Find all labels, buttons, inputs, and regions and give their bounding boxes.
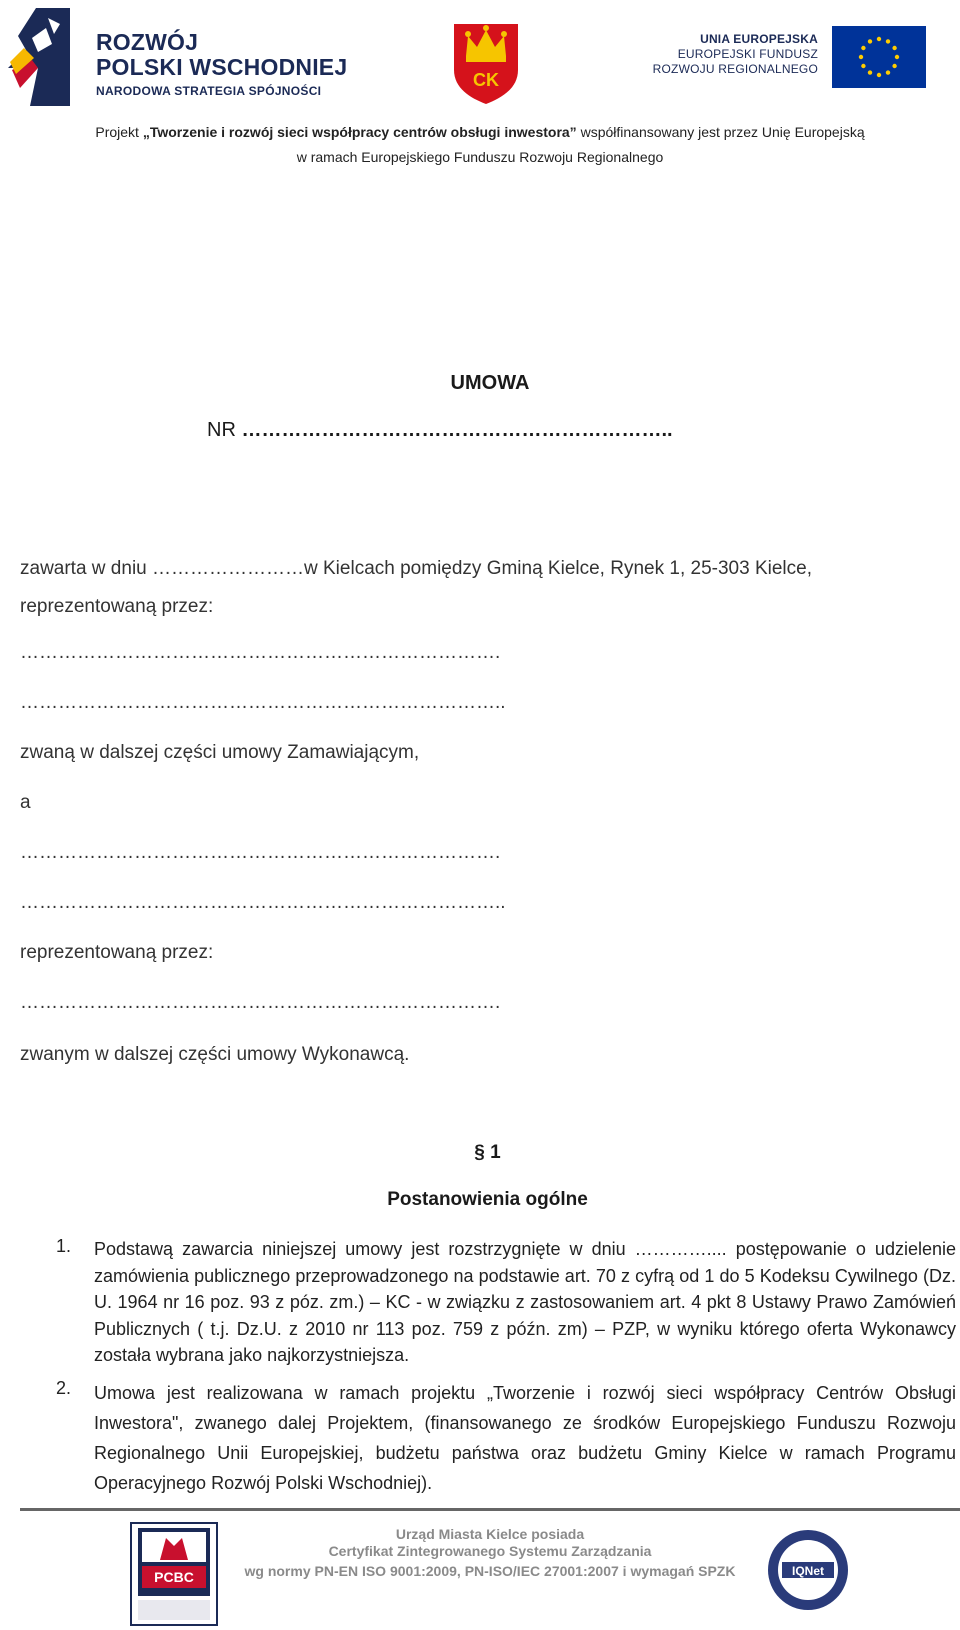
clause-number: 1. (56, 1236, 72, 1256)
certification-line-1: Urząd Miasta Kielce posiada (395, 1526, 585, 1542)
represented-by-label-2: reprezentowaną przez: (20, 942, 214, 963)
project-name: „Tworzenie i rozwój sieci współpracy centrów obsługi inwestora” (142, 124, 577, 140)
eu-flag-icon (832, 26, 926, 88)
eu-line3: ROZWOJU REGIONALNEGO (652, 62, 818, 76)
certification-note (230, 1526, 750, 1582)
iqnet-text: IQNet (791, 1564, 825, 1578)
clause-text: Podstawą zawarcia niniejszej umowy jest rozstrzygnięte w dniu ………….... postępowanie o udzielenie zamówienia publicznego przeprowadzonego na podstawie art. 70 z cyfrą od 1 do 5 Kodeksu Cywilnego (Dz. U. 1964 nr 16 poz. 93 z póz. zm.) – KC - w związku z zastosowaniem art. 4 pkt 8 Ustawy Prawo Zamówień Publicznych ( t.j. Dz.U. z 2010 nr 113 poz. 759 z późn. zm) – PZP, w wyniku którego oferta Wykonawcy została wybrana jako najkorzystniejsza. (94, 1239, 956, 1365)
rozwoj-polski-wschodniej-logo-text (96, 30, 347, 98)
section-title: Postanowienia ogólne (387, 1189, 588, 1210)
document-title: UMOWA (450, 372, 530, 394)
eu-line2: EUROPEJSKI FUNDUSZ (677, 47, 818, 61)
certification-line-2: Certyfikat Zintegrowanego Systemu Zarządzania (328, 1543, 652, 1559)
contract-number (207, 419, 673, 442)
clause-number: 2. (56, 1378, 72, 1398)
project-cofinancing-note (0, 120, 960, 170)
eu-logo-text (650, 32, 818, 77)
conjunction-a: a (20, 792, 31, 813)
pcbc-certificate-logo (130, 1522, 218, 1626)
footer-divider (20, 1508, 960, 1511)
rozwoj-polski-wschodniej-logo-mark (8, 8, 70, 106)
represented-by-label-1: reprezentowaną przez: (20, 596, 214, 617)
rpw-title-line2: POLSKI WSCHODNIEJ (96, 54, 348, 80)
pcbc-text: PCBC (154, 1569, 194, 1585)
section-paragraph-mark: § 1 (474, 1142, 501, 1163)
blank-line-2: ………………………………………………………………….. (20, 692, 506, 713)
blank-line-3: …………………………………………………………………. (20, 842, 501, 863)
crest-ck-text: CK (473, 70, 499, 90)
project-suffix: współfinansowany jest przez Unię Europejską (576, 124, 865, 140)
kielce-crest-logo (450, 20, 522, 104)
rpw-subtitle: NARODOWA STRATEGIA SPÓJNOŚCI (96, 84, 322, 98)
project-line-1 (0, 120, 960, 145)
blank-line-4: ………………………………………………………………….. (20, 892, 506, 913)
eu-line1: UNIA EUROPEJSKA (700, 32, 818, 46)
blank-line-5: …………………………………………………………………. (20, 992, 501, 1013)
contract-date-line: zawarta w dniu ……………………w Kielcach pomiędzy Gminą Kielce, Rynek 1, 25-303 Kielce, (20, 558, 812, 579)
ordering-party-label: zwaną w dalszej części umowy Zamawiającym, (20, 742, 420, 763)
contract-number-label: NR (207, 419, 242, 441)
certification-line-3: wg normy PN-EN ISO 9001:2009, PN-ISO/IEC 27001:2007 i wymagań SPZK (244, 1563, 736, 1579)
contractor-label: zwanym w dalszej części umowy Wykonawcą. (20, 1044, 410, 1065)
rpw-title-line1: ROZWÓJ (96, 29, 199, 55)
clause-text: Umowa jest realizowana w ramach projektu „Tworzenie i rozwój sieci współpracy Centrów Obsługi Inwestora", zwanego dalej Projektem, (finansowanego ze środków Europejskiego Funduszu Rozwoju Regionalnego Unii Europejskiej, budżetu państwa oraz budżetu Gminy Kielce w ramach Programu Operacyjnego Rozwój Polski Wschodniej). (94, 1383, 956, 1493)
clause-item-2 (56, 1378, 956, 1498)
blank-line-1: …………………………………………………………………. (20, 642, 501, 663)
iqnet-certified-logo (766, 1528, 850, 1612)
project-prefix: Projekt (95, 124, 143, 140)
clause-item-1 (56, 1236, 956, 1369)
project-line-2: w ramach Europejskiego Funduszu Rozwoju Regionalnego (296, 149, 664, 165)
contract-number-dots: ……………………………………………………….. (241, 419, 673, 441)
